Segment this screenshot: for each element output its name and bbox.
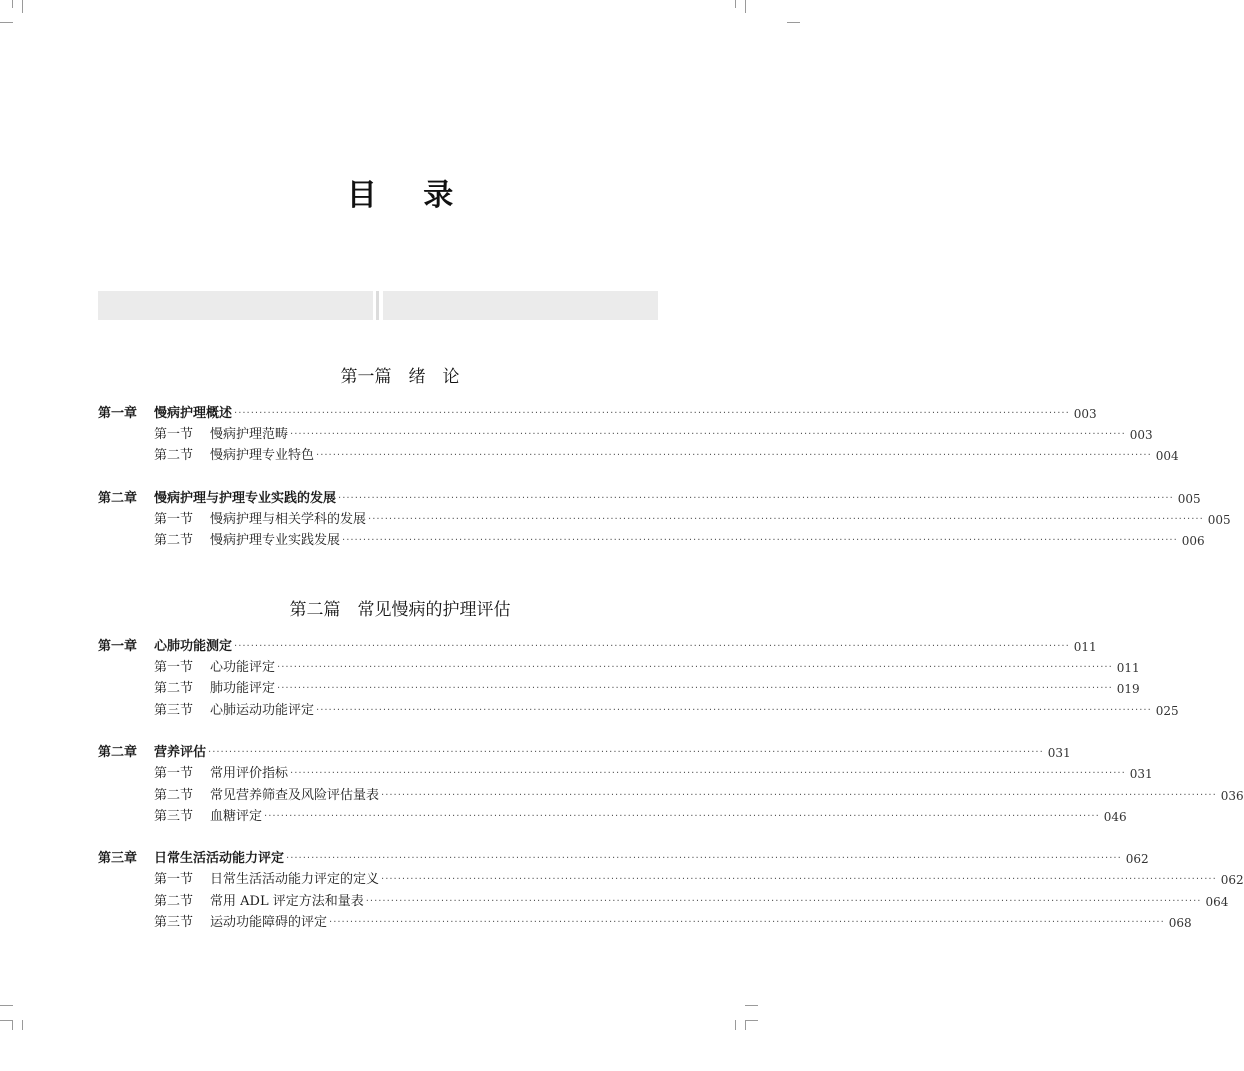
page-number: 019 — [1116, 682, 1140, 696]
dot-leader: ········································································································································································································ — [264, 811, 1100, 822]
page-number: 004 — [1155, 449, 1179, 463]
chapter-number: 第二章 — [98, 491, 138, 506]
part-title: 第一篇 绪 论 — [340, 367, 460, 387]
chapter-title: 日常生活活动能力评定 — [154, 851, 285, 866]
page-number: 003 — [1073, 407, 1097, 421]
chapter-title: 慢病护理与护理专业实践的发展 — [154, 491, 337, 506]
page-number: 003 — [1129, 428, 1153, 442]
dot-leader: ········································································································································································································ — [208, 747, 1044, 758]
dot-leader: ········································································································································································································ — [234, 641, 1070, 652]
toc-title: 目 录 — [346, 178, 472, 213]
section-number: 第一节 — [154, 766, 194, 781]
dot-leader: ········································································································································································································ — [316, 450, 1152, 461]
section-title: 心肺运动功能评定 — [210, 703, 315, 718]
chapter-number: 第二章 — [98, 745, 138, 760]
dot-leader: ········································································································································································································ — [290, 768, 1126, 779]
chapter-number: 第一章 — [98, 639, 138, 654]
dot-leader: ········································································································································································································ — [381, 874, 1217, 885]
section-title: 慢病护理专业实践发展 — [210, 533, 341, 548]
section-number: 第一节 — [154, 872, 194, 887]
section-number: 第二节 — [154, 894, 194, 909]
section-number: 第三节 — [154, 915, 194, 930]
page-number: 005 — [1177, 492, 1201, 506]
chapter-number: 第一章 — [98, 406, 138, 421]
toc-section-row[interactable] — [98, 892, 1229, 912]
toc-section-row[interactable] — [98, 658, 1140, 678]
toc-section-row[interactable] — [98, 510, 1231, 530]
page-number: 025 — [1155, 704, 1179, 718]
section-number: 第二节 — [154, 788, 194, 803]
section-number: 第二节 — [154, 681, 194, 696]
toc-chapter-row[interactable] — [98, 849, 1149, 869]
page-number: 006 — [1181, 534, 1205, 548]
section-number: 第一节 — [154, 660, 194, 675]
toc-chapter-row[interactable] — [98, 404, 1097, 424]
toc-chapter-row[interactable] — [98, 743, 1071, 763]
chapter-title: 心肺功能测定 — [154, 639, 233, 654]
dot-leader: ········································································································································································································ — [234, 408, 1070, 419]
toc-section-row[interactable] — [98, 870, 1244, 890]
dot-leader: ········································································································································································································ — [338, 493, 1174, 504]
section-title: 运动功能障碍的评定 — [210, 915, 328, 930]
banner-right — [383, 291, 658, 320]
dot-leader: ········································································································································································································ — [290, 429, 1126, 440]
section-number: 第三节 — [154, 809, 194, 824]
page-number: 011 — [1073, 640, 1097, 654]
chapter-title: 营养评估 — [154, 745, 207, 760]
section-title: 常用 ADL 评定方法和量表 — [210, 894, 364, 909]
page-number: 036 — [1220, 789, 1244, 803]
dot-leader: ········································································································································································································ — [286, 853, 1122, 864]
section-title: 日常生活活动能力评定的定义 — [210, 872, 380, 887]
dot-leader: ········································································································································································································ — [342, 535, 1178, 546]
dot-leader: ········································································································································································································ — [316, 705, 1152, 716]
section-title: 常见营养筛查及风险评估量表 — [210, 788, 380, 803]
section-title: 心功能评定 — [210, 660, 276, 675]
dot-leader: ········································································································································································································ — [381, 790, 1217, 801]
section-title: 肺功能评定 — [210, 681, 276, 696]
page-number: 062 — [1220, 873, 1244, 887]
toc-section-row[interactable] — [98, 446, 1179, 466]
dot-leader: ········································································································································································································ — [365, 896, 1202, 907]
toc-chapter-row[interactable] — [98, 489, 1201, 509]
banner-divider — [376, 291, 379, 320]
toc-section-row[interactable] — [98, 807, 1127, 827]
part-title: 第二篇 常见慢病的护理评估 — [289, 600, 511, 620]
toc-section-row[interactable] — [98, 764, 1153, 784]
chapter-number: 第三章 — [98, 851, 138, 866]
page-number: 064 — [1205, 895, 1229, 909]
page-number: 011 — [1116, 661, 1140, 675]
section-title: 慢病护理范畴 — [210, 427, 289, 442]
toc-chapter-row[interactable] — [98, 637, 1097, 657]
section-title: 慢病护理与相关学科的发展 — [210, 512, 367, 527]
page-number: 005 — [1207, 513, 1231, 527]
dot-leader: ········································································································································································································ — [277, 662, 1113, 673]
page-number: 031 — [1129, 767, 1153, 781]
section-title: 常用评价指标 — [210, 766, 289, 781]
section-number: 第二节 — [154, 533, 194, 548]
toc-section-row[interactable] — [98, 786, 1244, 806]
dot-leader: ········································································································································································································ — [329, 917, 1165, 928]
toc-section-row[interactable] — [98, 913, 1192, 933]
page-number: 062 — [1125, 852, 1149, 866]
toc-section-row[interactable] — [98, 531, 1205, 551]
section-title: 血糖评定 — [210, 809, 263, 824]
toc-section-row[interactable] — [98, 701, 1179, 721]
section-number: 第三节 — [154, 703, 194, 718]
section-title: 慢病护理专业特色 — [210, 448, 315, 463]
page-number: 046 — [1103, 810, 1127, 824]
section-number: 第二节 — [154, 448, 194, 463]
dot-leader: ········································································································································································································ — [277, 683, 1113, 694]
section-number: 第一节 — [154, 512, 194, 527]
section-number: 第一节 — [154, 427, 194, 442]
chapter-title: 慢病护理概述 — [154, 406, 233, 421]
toc-section-row[interactable] — [98, 425, 1153, 445]
banner-left — [98, 291, 373, 320]
dot-leader: ········································································································································································································ — [368, 514, 1204, 525]
toc-section-row[interactable] — [98, 679, 1140, 699]
page-number: 068 — [1168, 916, 1192, 930]
page-number: 031 — [1047, 746, 1071, 760]
